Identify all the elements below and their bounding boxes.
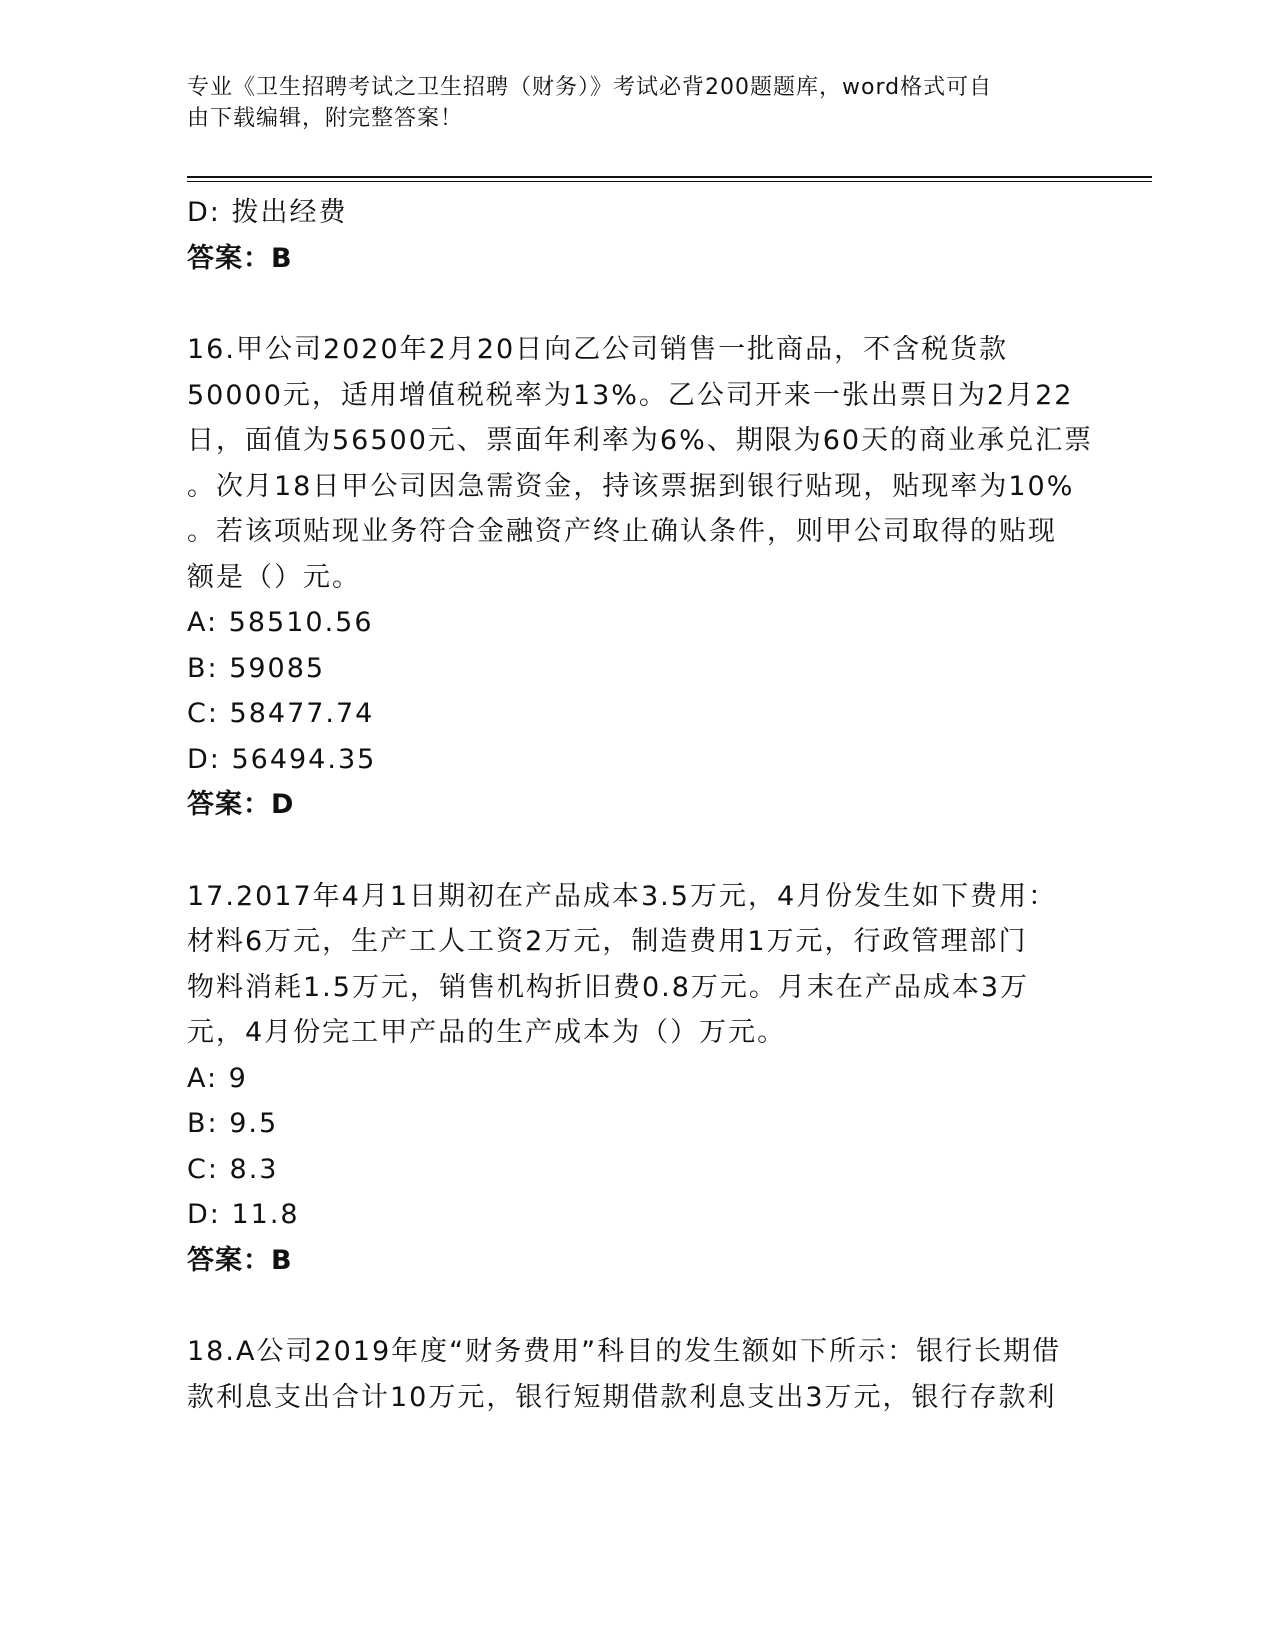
option-c: C: 58477.74	[187, 698, 375, 729]
answer-line: 答案：B	[187, 242, 293, 274]
option-b: B: 59085	[187, 652, 326, 684]
question-spacer	[187, 281, 1077, 327]
question-line: 。次月18日甲公司因急需资金，持该票据到银行贴现，贴现率为10%	[187, 470, 1075, 502]
document-header	[187, 72, 1067, 134]
question-line: 17.2017年4月1日期初在产品成本3.5万元，4月份发生如下费用：	[187, 880, 1058, 912]
option-d: D: 56494.35	[187, 743, 377, 775]
question-text	[187, 327, 1094, 600]
header-divider-thick	[187, 176, 1152, 178]
question-spacer	[187, 1283, 1077, 1329]
question-line: 额是（）元。	[187, 561, 361, 593]
question-line: 16.甲公司2020年2月20日向乙公司销售一批商品，不含税货款	[187, 334, 1009, 365]
question-line: 50000元，适用增值税税率为13%。乙公司开来一张出票日为2月22	[187, 379, 1074, 411]
document-body	[187, 190, 1094, 1420]
question-16	[187, 327, 1094, 828]
question-text	[187, 1329, 1077, 1420]
question-line: 日，面值为56500元、票面年利率为6%、期限为60天的商业承兑汇票	[187, 425, 1094, 456]
option-a: A: 58510.56	[187, 607, 374, 638]
option-c: C: 8.3	[187, 1153, 279, 1185]
option-d: D: 11.8	[187, 1199, 300, 1230]
header-line-2: 由下载编辑，附完整答案！	[187, 106, 464, 131]
option-b: B: 9.5	[187, 1108, 279, 1139]
answer-line: 答案：B	[187, 1244, 293, 1276]
question-line: 18.A公司2019年度“财务费用”科目的发生额如下所示：银行长期借	[187, 1336, 1062, 1367]
question-text	[187, 874, 1077, 1056]
question-line: 元，4月份完工甲产品的生产成本为（）万元。	[187, 1017, 787, 1048]
header-line-1: 专业《卫生招聘考试之卫生招聘（财务）》考试必背200题题库，word格式可自	[187, 75, 993, 100]
question-line: 材料6万元，生产工人工资2万元，制造费用1万元，行政管理部门	[187, 926, 1028, 957]
answer-line: 答案：D	[187, 789, 295, 820]
question-line: 物料消耗1.5万元，销售机构折旧费0.8万元。月末在产品成本3万	[187, 971, 1030, 1003]
question-line: 款利息支出合计10万元，银行短期借款利息支出3万元，银行存款利	[187, 1381, 1057, 1413]
question-18	[187, 1329, 1077, 1420]
question-17	[187, 874, 1077, 1284]
header-divider-thin	[187, 181, 1152, 182]
question-line: 。若该项贴现业务符合金融资产终止确认条件，则甲公司取得的贴现	[187, 516, 1057, 547]
option-d: D: 拨出经费	[187, 197, 348, 228]
option-a: A: 9	[187, 1062, 248, 1094]
prev-question-tail	[187, 190, 1077, 281]
question-spacer	[187, 828, 1077, 874]
